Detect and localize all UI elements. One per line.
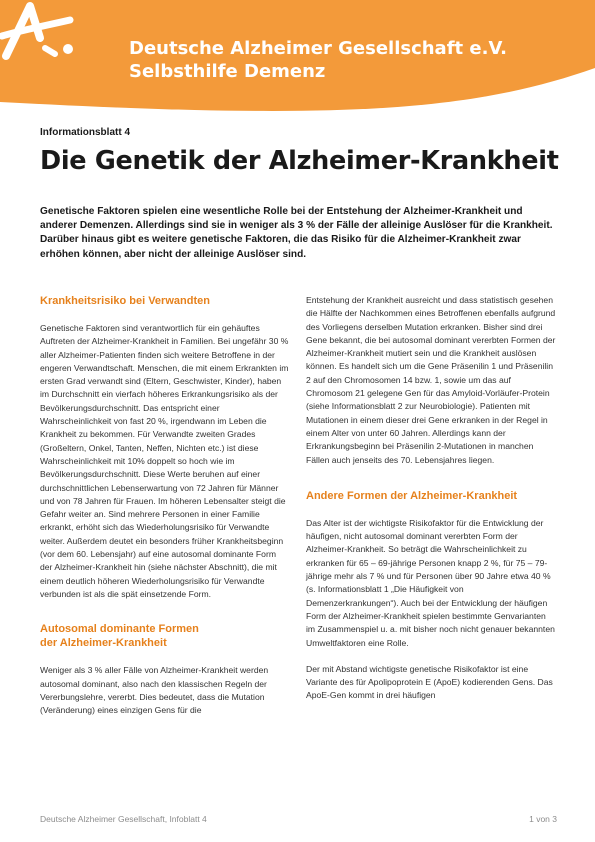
- section-heading-autosomal: [40, 622, 290, 650]
- page-number: 1 von 3: [529, 814, 557, 824]
- right-column: [306, 294, 556, 703]
- left-column: [40, 294, 290, 717]
- paragraph-verwandte: Genetische Faktoren sind verantwortlich für ein gehäuftes Auftreten der Alzheimer-Krankheit in Familien. Bei ungefähr 30 % aller Alzheimer-Patienten finden sich weitere Betroffene in der engeren Verwandtschaft. Menschen, die mit einem Erkrankten im ersten Grad verwandt sind (Eltern, Geschwister, Kinder), haben im Durchschnitt ein vierfach höheres Erkrankungsrisiko als der Bevölkerungsdurchschnitt. Das entspricht einer Wahrscheinlichkeit von fast 20 %, irgendwann im Leben die Krankheit zu bekommen. Für Verwandte zweiten Grades (Großeltern, Onkel, Tanten, Neffen, Nichten etc.) ist diese Wahrscheinlichkeit mit 10% doppelt so hoch wie im Bevölkerungsdurchschnitt. Diese Werte beruhen auf einer durchschnittlichen Lebenserwartung von 72 Jahren für Männer und von 78 Jahren für Frauen. Im höheren Lebensalter steigt die Gefahr weiter an. Sind mehrere Personen in einer Familie erkrankt, erhöht sich das Wiederholungsrisiko für Verwandte weiter. Außerdem deutet ein besonders früher Krankheitsbeginn (vor dem 60. Lebensjahr) auf eine autosomal dominante Form der Alzheimer-Krankheit hin (siehe nächster Abschnitt), die mit einem deutlich höheren Wiederholungsrisiko für Verwandte verbunden ist als die spät einsetzende Form.: [40, 323, 289, 599]
- section-heading-verwandte: Krankheitsrisiko bei Verwandten: [40, 295, 210, 307]
- section-heading-autosomal-line2: der Alzheimer-Krankheit: [40, 637, 167, 650]
- organization-name: [129, 37, 507, 83]
- organization-name-line2: Selbsthilfe Demenz: [129, 61, 326, 82]
- document-label: Informationsblatt 4: [40, 127, 131, 138]
- footer-source: Deutsche Alzheimer Gesellschaft, Infoblatt 4: [40, 814, 207, 824]
- organization-name-line1: Deutsche Alzheimer Gesellschaft e.V.: [129, 38, 507, 59]
- paragraph-apoe: Der mit Abstand wichtigste genetische Risikofaktor ist eine Variante des für Apolipoprotein E (ApoE) kodierenden Gens. Das ApoE-Gen kommt in drei häufigen: [306, 663, 553, 701]
- paragraph-autosomal: Weniger als 3 % aller Fälle von Alzheimer-Krankheit werden autosomal dominant, also nach den klassischen Regeln der Vererbungslehre, vererbt. Dies bedeutet, dass die Mutation (Veränderung) eines einzigen Gens für die: [40, 665, 269, 716]
- section-heading-autosomal-line1: Autosomal dominante Formen: [40, 623, 199, 636]
- intro-paragraph: Genetische Faktoren spielen eine wesentliche Rolle bei der Entstehung der Alzheimer-Krankheit und anderer Demenzen. Allerdings sind sie in weniger als 3 % der Fälle der alleinige Auslöser für die Krankheit. Darüber hinaus gibt es weitere genetische Faktoren, die das Risiko für die Alzheimer-Krankheit zwar erhöhen können, aber nicht der alleinige Auslöser sind.: [40, 206, 553, 260]
- section-heading-andere-formen: Andere Formen der Alzheimer-Krankheit: [306, 489, 518, 502]
- stylized-letter-a-logo: [0, 0, 80, 62]
- document-title: Die Genetik der Alzheimer-Krankheit: [40, 146, 559, 176]
- page-header: [0, 0, 595, 115]
- paragraph-alter: Das Alter ist der wichtigste Risikofaktor für die Entwicklung der häufigen, nicht autosomal dominant vererbten Form der Alzheimer-Krankheit. So beträgt die Wahrscheinlichkeit zu erkranken für 65 – 69-jährige Personen knapp 2 %, für 75 – 79-jährige mehr als 7 % und für Personen über 90 Jahre etwa 40 % (s. Informationsblatt 1 „Die Häufigkeit von Demenzerkrankungen“). Auch bei der Entwicklung der häufigen Form der Alzheimer-Krankheit spielen bestimmte Genvarianten im Zusammenspiel u. a. mit bisher noch nicht genauer bekannten Umweltfaktoren eine Rolle.: [306, 517, 555, 648]
- paragraph-autosomal-continued: Entstehung der Krankheit ausreicht und dass statistisch gesehen die Hälfte der Nachkommen eines Betroffenen ebenfalls aufgrund des Vorliegens derselben Mutation erkranken. Bisher sind drei Gene bekannt, die bei autosomal dominant vererbten Formen der Alzheimer-Krankheit mutiert sein und die Krankheit auslösen können. Es handelt sich um die Gene Präsenilin 1 und Präsenilin 2 auf den Chromosomen 14 bzw. 1, sowie um das auf Chromosom 21 gelegene Gen für das Amyloid-Vorläufer-Protein (siehe Informationsblatt 2 zur Neurobiologie). Patienten mit Mutationen in einem dieser drei Gene erkranken in der Regel in einem Alter von unter 60 Jahren. Allerdings kann der Erkrankungsbeginn bei Präsenilin 2-Mutationen in manchen Fällen auch jenseits des 70. Lebensjahres liegen.: [306, 295, 556, 465]
